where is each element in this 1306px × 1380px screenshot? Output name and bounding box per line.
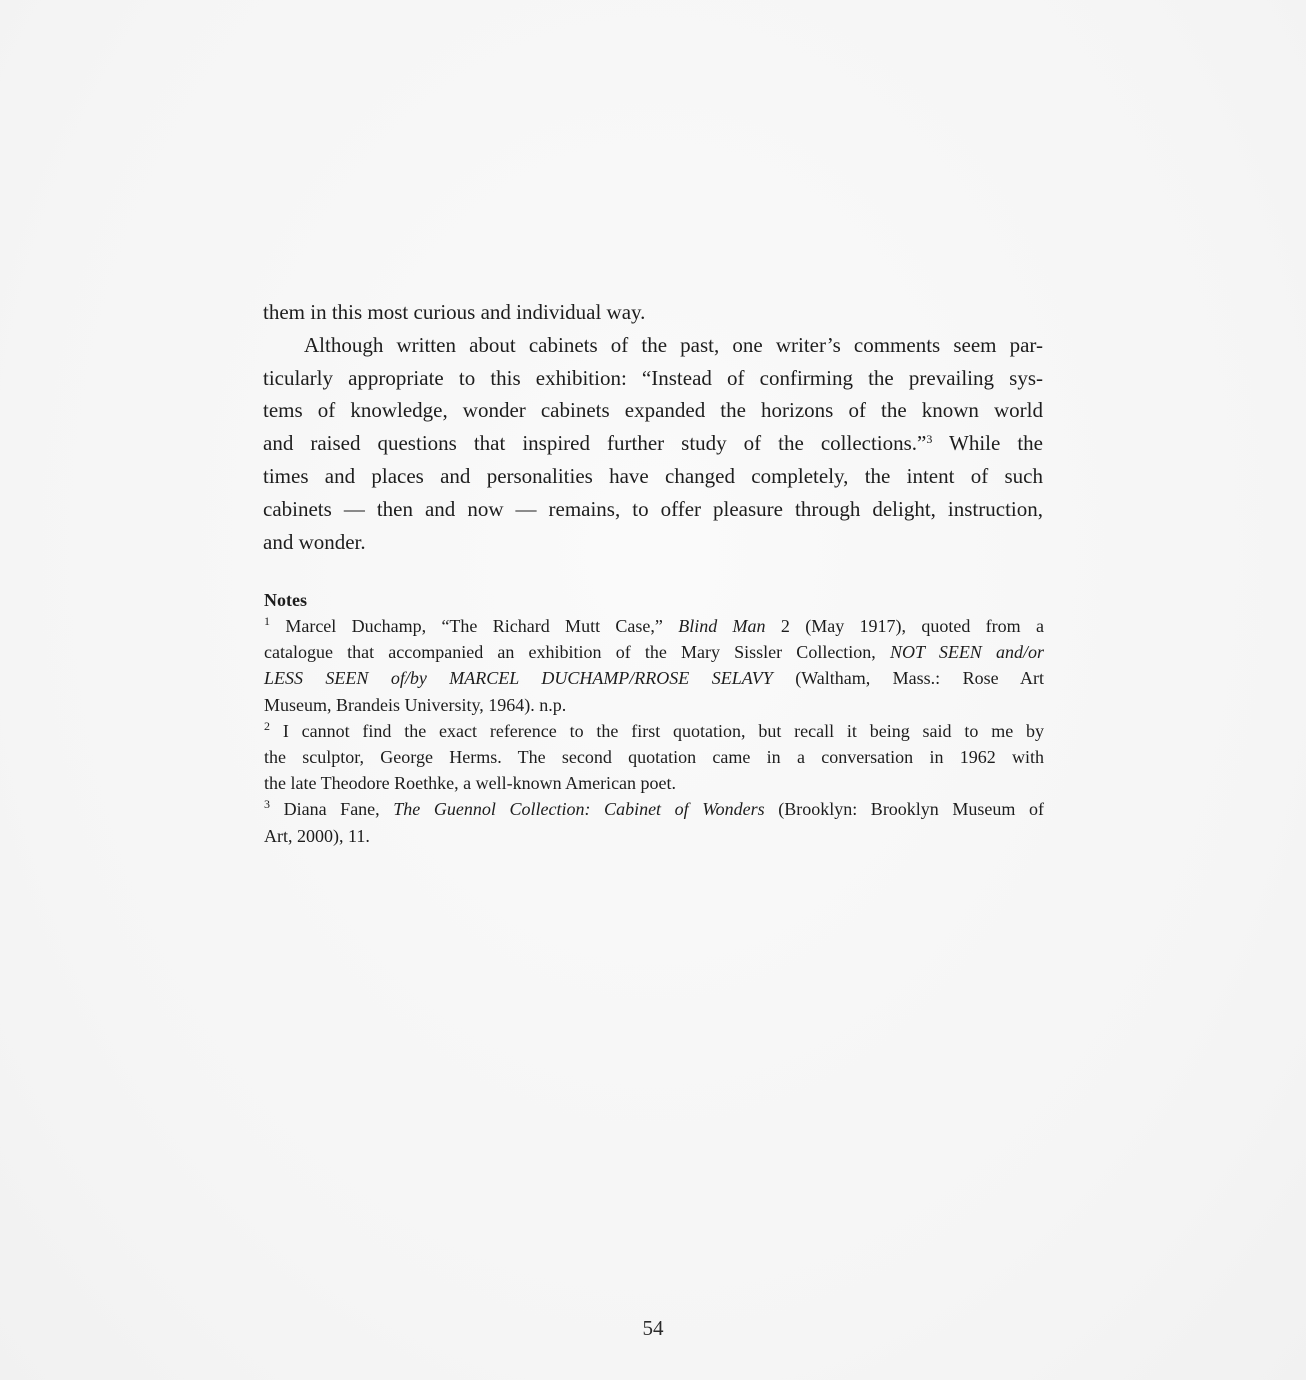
footnote-ref-3: 3 — [926, 432, 933, 447]
body-line: Although written about cabinets of the past, one writer’s comments seem par- — [304, 332, 1043, 357]
notes-section — [264, 588, 1044, 849]
body-line: and wonder. — [263, 529, 366, 554]
body-line: tems of knowledge, wonder cabinets expanded the horizons of the known world — [263, 398, 1043, 423]
body-line: ticularly appropriate to this exhibition: “Instead of confirming the prevailing sys- — [263, 365, 1043, 390]
note-title-italic: The Guennol Collection: Cabinet of Wonders — [393, 799, 765, 820]
note-1-line — [264, 639, 1044, 665]
note-text: Marcel Duchamp, “The Richard Mutt Case,” — [270, 616, 679, 636]
note-2-line: the late Theodore Roethke, a well-known American poet. — [264, 773, 677, 794]
note-title-italic: NOT SEEN and/or — [889, 642, 1044, 663]
body-line: them in this most curious and individual way. — [263, 300, 646, 324]
note-2-line — [264, 718, 1044, 744]
note-1-line: Museum, Brandeis University, 1964). n.p. — [264, 694, 567, 715]
note-1-line — [264, 613, 1044, 639]
note-text: 2 (May 1917), quoted from a — [765, 616, 1044, 636]
note-number: 3 — [264, 797, 270, 812]
note-text: I cannot find the exact reference to the first quotation, but recall it being said to me by — [270, 720, 1044, 741]
body-text-span: and raised questions that inspired further study of the collections.” — [263, 431, 927, 456]
note-text: catalogue that accompanied an exhibition of the Mary Sissler Collection, — [264, 642, 890, 663]
note-title-italic: Blind Man — [678, 616, 766, 636]
note-text: Diana Fane, — [270, 799, 394, 820]
notes-heading: Notes — [264, 590, 307, 610]
note-3-line: Art, 2000), 11. — [264, 825, 370, 846]
note-number: 1 — [264, 614, 270, 628]
note-3-line — [264, 796, 1044, 822]
note-1-line — [264, 665, 1044, 691]
note-number: 2 — [264, 718, 270, 733]
note-text: (Waltham, Mass.: Rose Art — [772, 668, 1045, 689]
note-2-line: the sculptor, George Herms. The second quotation came in a conversation in 1962 with — [264, 746, 1044, 767]
page-number: 54 — [642, 1316, 664, 1340]
body-line: cabinets — then and now — remains, to offer pleasure through delight, instruction, — [263, 496, 1043, 521]
body-line: times and places and personalities have changed completely, the intent of such — [263, 463, 1043, 488]
note-text: (Brooklyn: Brooklyn Museum of — [764, 799, 1045, 820]
note-title-italic: LESS SEEN of/by MARCEL DUCHAMP/RROSE SELAVY — [264, 668, 773, 689]
body-text-span: While the — [932, 431, 1043, 456]
body-text — [263, 296, 1043, 558]
body-line — [263, 427, 1043, 460]
